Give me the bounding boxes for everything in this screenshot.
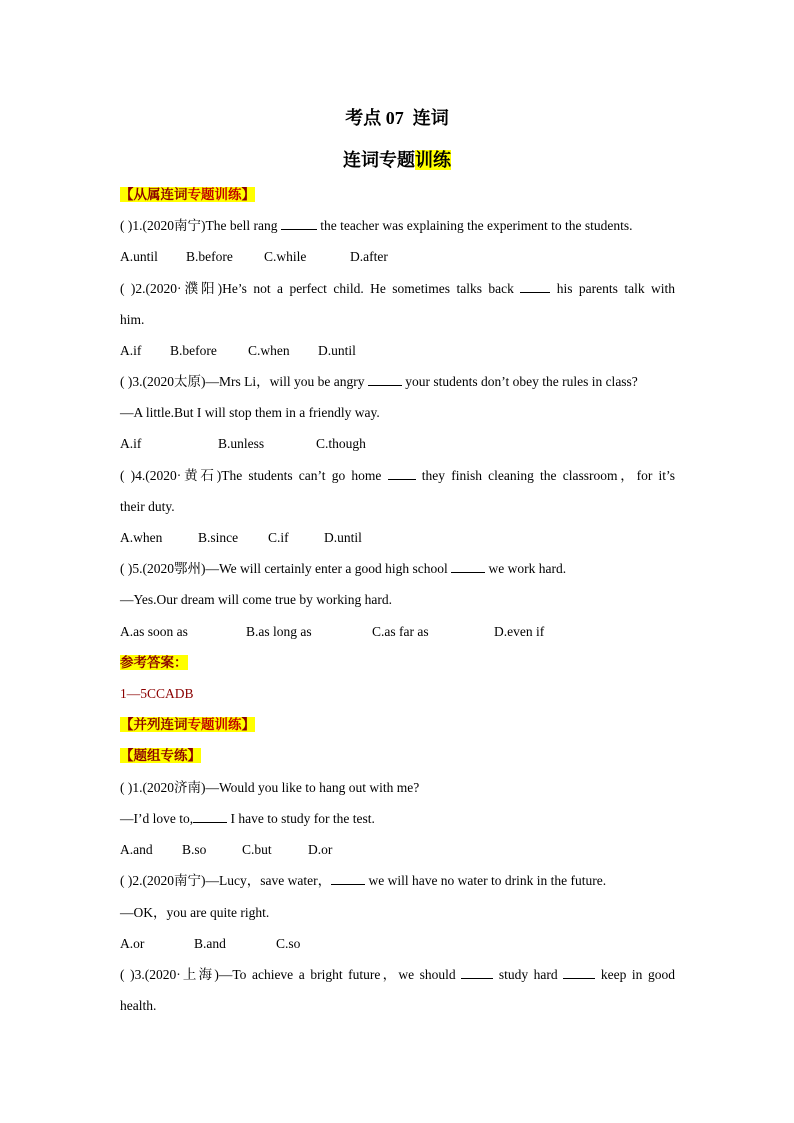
answer-label xyxy=(120,654,675,672)
option: B.unless xyxy=(218,436,265,451)
s1-q3-reply: —A little.But I will stop them in a friendly way. xyxy=(120,405,380,420)
subtitle-plain: 连词专题 xyxy=(343,150,415,170)
option: A.if xyxy=(120,436,142,451)
s2-q3-stem-cont: health. xyxy=(120,998,157,1013)
option: C.if xyxy=(268,530,289,545)
option: C.while xyxy=(264,249,307,264)
s1-q5-stem-a: ( )5.(2020鄂州)—We will certainly enter a good high school xyxy=(120,561,452,576)
option: D.after xyxy=(350,249,388,264)
group-header xyxy=(120,747,675,765)
s1-q1-stem xyxy=(120,217,675,235)
answer-label-text: 参考答案： xyxy=(120,655,188,670)
section2-header xyxy=(120,716,675,734)
s2-q3-stem-c: keep in good xyxy=(595,967,675,982)
subtitle-highlight: 训练 xyxy=(415,150,451,170)
s1-q5-stem xyxy=(120,560,675,578)
title-prefix: 考点 07 xyxy=(345,108,404,128)
section2-header-b: 专题训练 xyxy=(187,717,242,732)
answer-blank[interactable] xyxy=(563,966,595,979)
s1-q4-options xyxy=(120,529,675,547)
option: B.so xyxy=(182,842,207,857)
s1-q5-options xyxy=(120,623,675,641)
option: B.as long as xyxy=(246,624,312,639)
option: A.and xyxy=(120,842,153,857)
s1-q4-stem xyxy=(120,467,675,485)
section1-header-c: 】 xyxy=(241,187,255,202)
option: A.until xyxy=(120,249,158,264)
s1-q3-stem-a: ( )3.(2020太原)—Mrs Li，will you be angry xyxy=(120,374,368,389)
section1-header xyxy=(120,186,675,204)
s2-q1-reply-a: —I’d love to, xyxy=(120,811,194,826)
answer-blank[interactable] xyxy=(388,467,416,480)
option: C.though xyxy=(316,436,366,451)
s1-q4-stem-cont: their duty. xyxy=(120,499,175,514)
option: A.or xyxy=(120,936,145,951)
s2-q1-stem: ( )1.(2020济南)—Would you like to hang out with me? xyxy=(120,780,420,795)
page-subtitle xyxy=(0,146,794,172)
s1-q1-options xyxy=(120,248,675,266)
s1-q3-stem xyxy=(120,373,675,391)
section2-header-a: 【并列连词 xyxy=(120,717,188,732)
s1-q3-stem-b: your students don’t obey the rules in class? xyxy=(401,374,638,389)
option: D.or xyxy=(308,842,333,857)
page-title xyxy=(0,104,794,130)
answer-blank[interactable] xyxy=(368,373,402,386)
option: B.since xyxy=(198,530,239,545)
option: A.if xyxy=(120,343,142,358)
group-header-text: 【题组专练】 xyxy=(120,748,201,763)
option: C.but xyxy=(242,842,272,857)
section2-header-c: 】 xyxy=(241,717,255,732)
option: C.when xyxy=(248,343,290,358)
answer-blank[interactable] xyxy=(281,217,317,230)
option: C.as far as xyxy=(372,624,429,639)
s2-q3-stem-b: study hard xyxy=(493,967,564,982)
s2-q2-options xyxy=(120,935,675,953)
s2-q2-stem-b: we will have no water to drink in the future. xyxy=(365,873,607,888)
s1-q2-options xyxy=(120,342,675,360)
s2-q1-options xyxy=(120,841,675,859)
answer-blank[interactable] xyxy=(461,966,493,979)
s1-q2-stem-b: his parents talk with xyxy=(550,281,675,296)
s2-q3-stem-a: ( )3.(2020·上海)—To achieve a bright future，we should xyxy=(120,967,462,982)
option: B.before xyxy=(170,343,217,358)
option: D.even if xyxy=(494,624,545,639)
s1-q3-options xyxy=(120,435,675,453)
answer-blank[interactable] xyxy=(520,280,550,293)
s2-q2-reply: —OK，you are quite right. xyxy=(120,905,270,920)
answer-key: 1—5CCADB xyxy=(120,686,194,701)
option: B.and xyxy=(194,936,226,951)
section1-header-b: 专题训练 xyxy=(187,187,242,202)
s2-q1-reply-b: I have to study for the test. xyxy=(227,811,375,826)
s1-q2-stem-a: ( )2.(2020·濮阳)He’s not a perfect child. He sometimes talks back xyxy=(120,281,521,296)
s1-q1-stem-b: the teacher was explaining the experiment to the students. xyxy=(316,218,633,233)
s1-q5-stem-b: we work hard. xyxy=(485,561,567,576)
option: D.until xyxy=(318,343,356,358)
s1-q2-stem-cont: him. xyxy=(120,312,145,327)
s2-q1-reply xyxy=(120,810,675,828)
s1-q4-stem-b: they finish cleaning the classroom，for it’s xyxy=(415,468,675,483)
option: D.until xyxy=(324,530,362,545)
s1-q5-reply: —Yes.Our dream will come true by working hard. xyxy=(120,592,392,607)
s2-q2-stem xyxy=(120,872,675,890)
option: A.when xyxy=(120,530,163,545)
s1-q2-stem xyxy=(120,280,675,298)
s1-q4-stem-a: ( )4.(2020·黄石)The students can’t go home xyxy=(120,468,388,483)
answer-blank[interactable] xyxy=(331,872,365,885)
answer-blank[interactable] xyxy=(193,810,227,823)
s2-q3-stem xyxy=(120,966,675,984)
answer-blank[interactable] xyxy=(451,560,485,573)
section1-header-a: 【从属连词 xyxy=(120,187,188,202)
option: C.so xyxy=(276,936,301,951)
s2-q2-stem-a: ( )2.(2020南宁)—Lucy，save water， xyxy=(120,873,332,888)
title-main: 连词 xyxy=(412,108,449,128)
option: B.before xyxy=(186,249,233,264)
s1-q1-stem-a: ( )1.(2020南宁)The bell rang xyxy=(120,218,281,233)
option: A.as soon as xyxy=(120,624,188,639)
